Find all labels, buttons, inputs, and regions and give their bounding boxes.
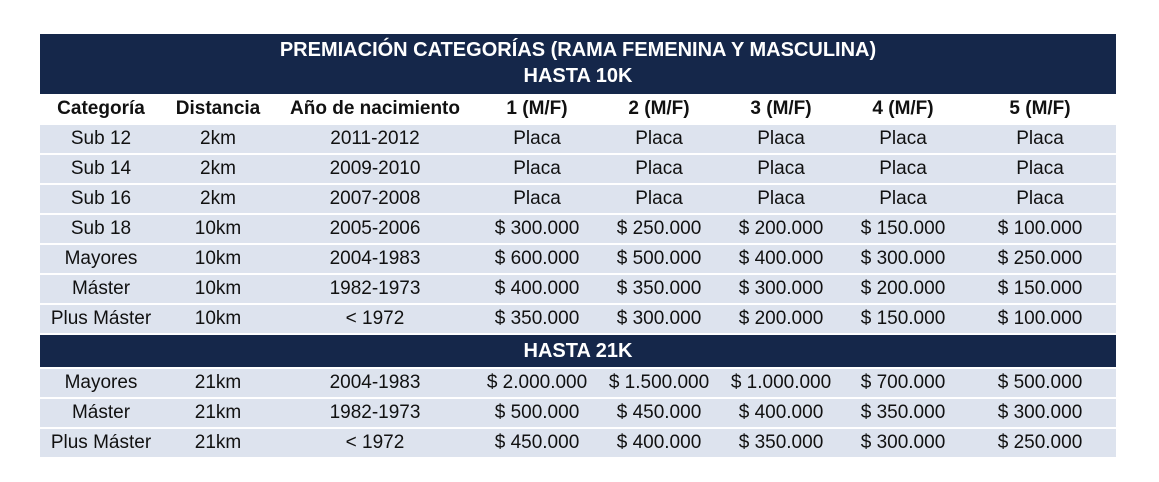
cell-prize-5: Placa (1016, 188, 1064, 209)
cell-prize-5: $ 250.000 (997, 432, 1083, 453)
cell-prize-3: $ 1.000.000 (730, 372, 832, 393)
cell-distance: 2km (200, 128, 236, 149)
cell-category: Máster (71, 402, 131, 423)
cell-prize-2: $ 450.000 (616, 402, 702, 423)
cell-prize-4: $ 350.000 (860, 402, 946, 423)
header-row (40, 94, 1116, 123)
cell-prize-4: $ 300.000 (860, 432, 946, 453)
table-row (40, 429, 1116, 457)
cell-prize-1: $ 500.000 (494, 402, 580, 423)
cell-distance: 21km (194, 402, 242, 423)
cell-prize-2: $ 400.000 (616, 432, 702, 453)
cell-prize-3: Placa (757, 128, 805, 149)
cell-prize-4: $ 150.000 (860, 308, 946, 329)
cell-birth-year: 2011-2012 (330, 128, 420, 149)
cell-birth-year: 1982-1973 (329, 402, 421, 423)
table-row (40, 369, 1116, 397)
header-place-4: 4 (M/F) (872, 97, 934, 119)
cell-prize-3: $ 400.000 (738, 402, 824, 423)
cell-prize-2: Placa (635, 188, 683, 209)
table-row (40, 125, 1116, 153)
cell-prize-1: Placa (513, 188, 561, 209)
cell-distance: 10km (194, 218, 242, 239)
cell-prize-2: $ 250.000 (616, 218, 702, 239)
cell-prize-5: $ 100.000 (997, 308, 1083, 329)
cell-prize-3: $ 350.000 (738, 432, 824, 453)
cell-prize-2: Placa (635, 128, 683, 149)
header-place-5: 5 (M/F) (1009, 97, 1071, 119)
cell-prize-1: $ 600.000 (494, 248, 580, 269)
cell-prize-5: Placa (1016, 158, 1064, 179)
table-row (40, 215, 1116, 243)
section-title-21k: HASTA 21K (40, 335, 1116, 367)
cell-distance: 10km (194, 248, 242, 269)
cell-birth-year: 2007-2008 (329, 188, 421, 209)
prize-table (40, 34, 1116, 457)
header-birth-year: Año de nacimiento (290, 97, 460, 119)
cell-prize-3: Placa (757, 188, 805, 209)
table-row (40, 155, 1116, 183)
cell-prize-1: $ 400.000 (494, 278, 580, 299)
cell-prize-3: Placa (757, 158, 805, 179)
cell-category: Máster (71, 278, 131, 299)
table-body-21k (40, 369, 1116, 457)
cell-category: Sub 12 (70, 128, 132, 149)
cell-prize-2: Placa (635, 158, 683, 179)
cell-category: Sub 14 (70, 158, 132, 179)
cell-prize-4: Placa (879, 158, 927, 179)
cell-prize-1: $ 350.000 (494, 308, 580, 329)
table-body-10k (40, 125, 1116, 333)
cell-category: Mayores (64, 248, 138, 269)
table-title: PREMIACIÓN CATEGORÍAS (RAMA FEMENINA Y MASCULINA) (279, 39, 877, 61)
header-distance: Distancia (175, 97, 261, 119)
cell-distance: 10km (194, 278, 242, 299)
cell-prize-1: $ 450.000 (494, 432, 580, 453)
cell-prize-2: $ 350.000 (616, 278, 702, 299)
cell-prize-2: $ 1.500.000 (608, 372, 710, 393)
cell-prize-3: $ 400.000 (738, 248, 824, 269)
cell-prize-5: $ 100.000 (997, 218, 1083, 239)
cell-prize-5: $ 250.000 (997, 248, 1083, 269)
cell-birth-year: < 1972 (345, 432, 405, 453)
cell-birth-year: 1982-1973 (329, 278, 421, 299)
cell-birth-year: 2009-2010 (329, 158, 421, 179)
cell-distance: 2km (200, 188, 236, 209)
cell-prize-2: $ 300.000 (616, 308, 702, 329)
cell-prize-4: $ 150.000 (860, 218, 946, 239)
cell-category: Mayores (64, 372, 138, 393)
cell-prize-4: Placa (879, 188, 927, 209)
cell-category: Plus Máster (50, 432, 152, 453)
cell-prize-4: Placa (879, 128, 927, 149)
cell-distance: 21km (194, 372, 242, 393)
cell-category: Sub 16 (70, 188, 132, 209)
cell-prize-1: Placa (513, 128, 561, 149)
cell-birth-year: 2004-1983 (329, 372, 421, 393)
title-banner (40, 34, 1116, 94)
table-row (40, 245, 1116, 273)
cell-birth-year: 2004-1983 (329, 248, 421, 269)
cell-prize-4: $ 200.000 (860, 278, 946, 299)
cell-category: Sub 18 (70, 218, 132, 239)
cell-prize-5: $ 500.000 (997, 372, 1083, 393)
table-row (40, 399, 1116, 427)
cell-prize-5: $ 300.000 (997, 402, 1083, 423)
cell-prize-3: $ 200.000 (738, 218, 824, 239)
cell-prize-1: $ 2.000.000 (486, 372, 588, 393)
cell-distance: 2km (200, 158, 236, 179)
cell-birth-year: < 1972 (345, 308, 405, 329)
table-row (40, 275, 1116, 303)
header-place-1: 1 (M/F) (506, 97, 568, 119)
table-row (40, 305, 1116, 333)
cell-prize-4: $ 700.000 (860, 372, 946, 393)
cell-prize-1: $ 300.000 (494, 218, 580, 239)
cell-prize-1: Placa (513, 158, 561, 179)
header-place-3: 3 (M/F) (750, 97, 812, 119)
cell-prize-3: $ 300.000 (738, 278, 824, 299)
cell-distance: 10km (194, 308, 242, 329)
cell-prize-3: $ 200.000 (738, 308, 824, 329)
cell-category: Plus Máster (50, 308, 152, 329)
section-title-10k: HASTA 10K (523, 65, 633, 87)
cell-distance: 21km (194, 432, 242, 453)
cell-prize-5: Placa (1016, 128, 1064, 149)
cell-prize-4: $ 300.000 (860, 248, 946, 269)
cell-prize-2: $ 500.000 (616, 248, 702, 269)
cell-prize-5: $ 150.000 (997, 278, 1083, 299)
table-row (40, 185, 1116, 213)
header-category: Categoría (57, 97, 145, 119)
cell-birth-year: 2005-2006 (329, 218, 421, 239)
header-place-2: 2 (M/F) (628, 97, 690, 119)
